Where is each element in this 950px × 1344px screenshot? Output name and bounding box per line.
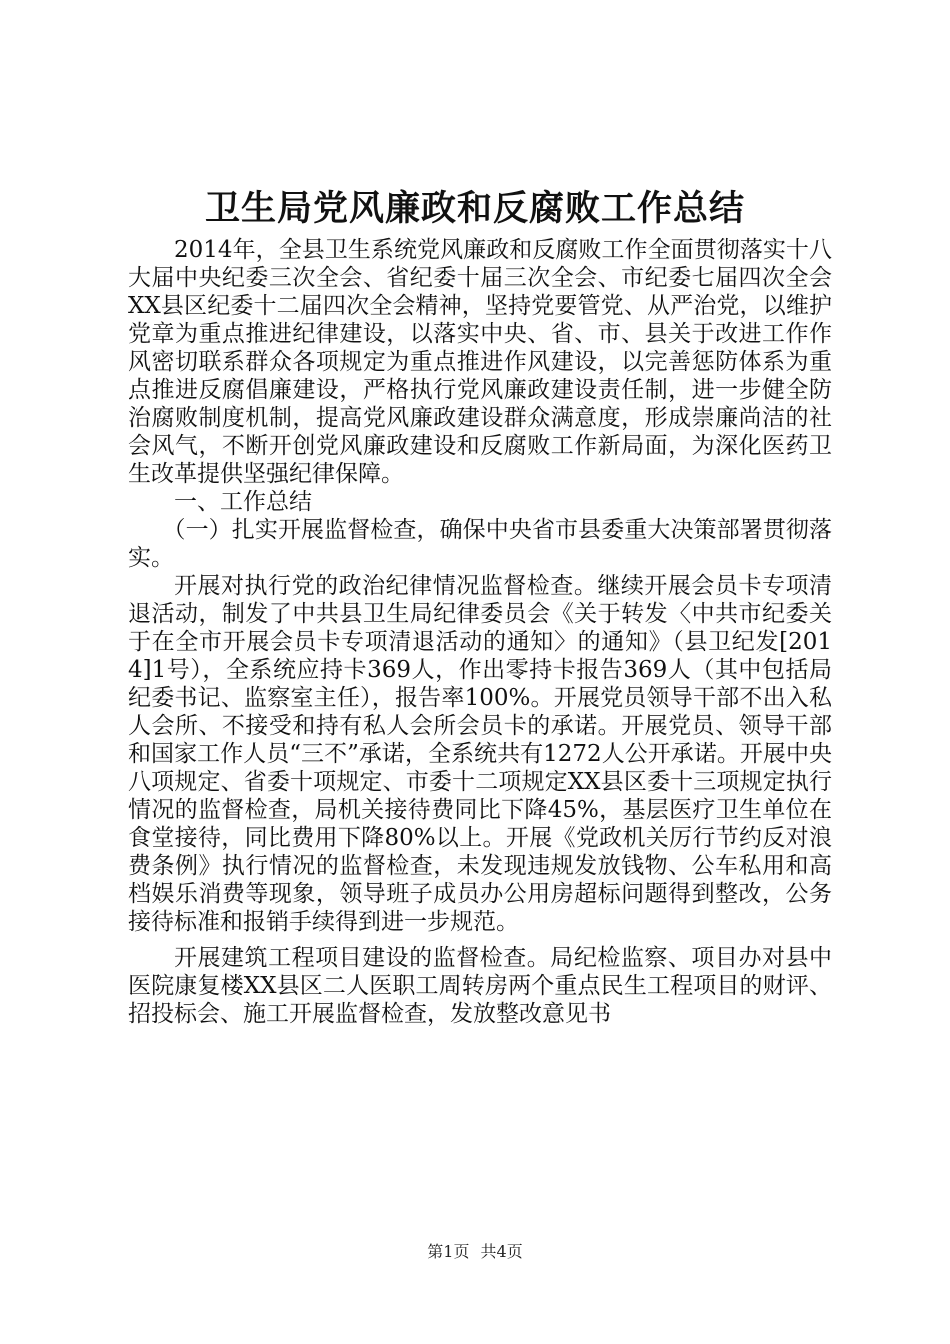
- page-total: 共4页: [480, 1242, 523, 1261]
- page-footer: [0, 1242, 950, 1262]
- page-number: 第1页: [427, 1242, 470, 1261]
- document-title: 卫生局党风廉政和反腐败工作总结: [204, 188, 745, 229]
- subsection-heading: （一）扎实开展监督检查，确保中央省市县委重大决策部署贯彻落实。: [128, 517, 832, 571]
- body-paragraph: 开展建筑工程项目建设的监督检查。局纪检监察、项目办对县中医院康复楼XX县区二人医职工周转房两个重点民生工程项目的财评、招投标会、施工开展监督检查，发放整改意见书: [128, 945, 832, 1027]
- body-paragraph: 开展对执行党的政治纪律情况监督检查。继续开展会员卡专项清退活动，制发了中共县卫生局纪律委员会《关于转发〈中共市纪委关于在全市开展会员卡专项清退活动的通知〉的通知》（县卫纪发[2014]1号），全系统应持卡369人，作出零持卡报告369人（其中包括局纪委书记、监察室主任），报告率100%。开展党员领导干部不出入私人会所、不接受和持有私人会所会员卡的承诺。开展党员、领导干部和国家工作人员“三不”承诺，全系统共有1272人公开承诺。开展中央八项规定、省委十项规定、市委十二项规定XX县区委十三项规定执行情况的监督检查，局机关接待费同比下降45%，基层医疗卫生单位在食堂接待，同比费用下降80%以上。开展《党政机关厉行节约反对浪费条例》执行情况的监督检查，未发现违规发放钱物、公车私用和高档娱乐消费等现象，领导班子成员办公用房超标问题得到整改，公务接待标准和报销手续得到进一步规范。: [128, 573, 832, 935]
- section-heading: 一、工作总结: [174, 489, 312, 515]
- document-body: [128, 236, 832, 1028]
- intro-paragraph: 2014年，全县卫生系统党风廉政和反腐败工作全面贯彻落实十八大届中央纪委三次全会、省纪委十届三次全会、市纪委七届四次全会XX县区纪委十二届四次全会精神，坚持党要管党、从严治党，以维护党章为重点推进纪律建设，以落实中央、省、市、县关于改进工作作风密切联系群众各项规定为重点推进作风建设，以完善惩防体系为重点推进反腐倡廉建设，严格执行党风廉政建设责任制，进一步健全防治腐败制度机制，提高党风廉政建设群众满意度，形成崇廉尚洁的社会风气，不断开创党风廉政建设和反腐败工作新局面，为深化医药卫生改革提供坚强纪律保障。: [128, 237, 832, 487]
